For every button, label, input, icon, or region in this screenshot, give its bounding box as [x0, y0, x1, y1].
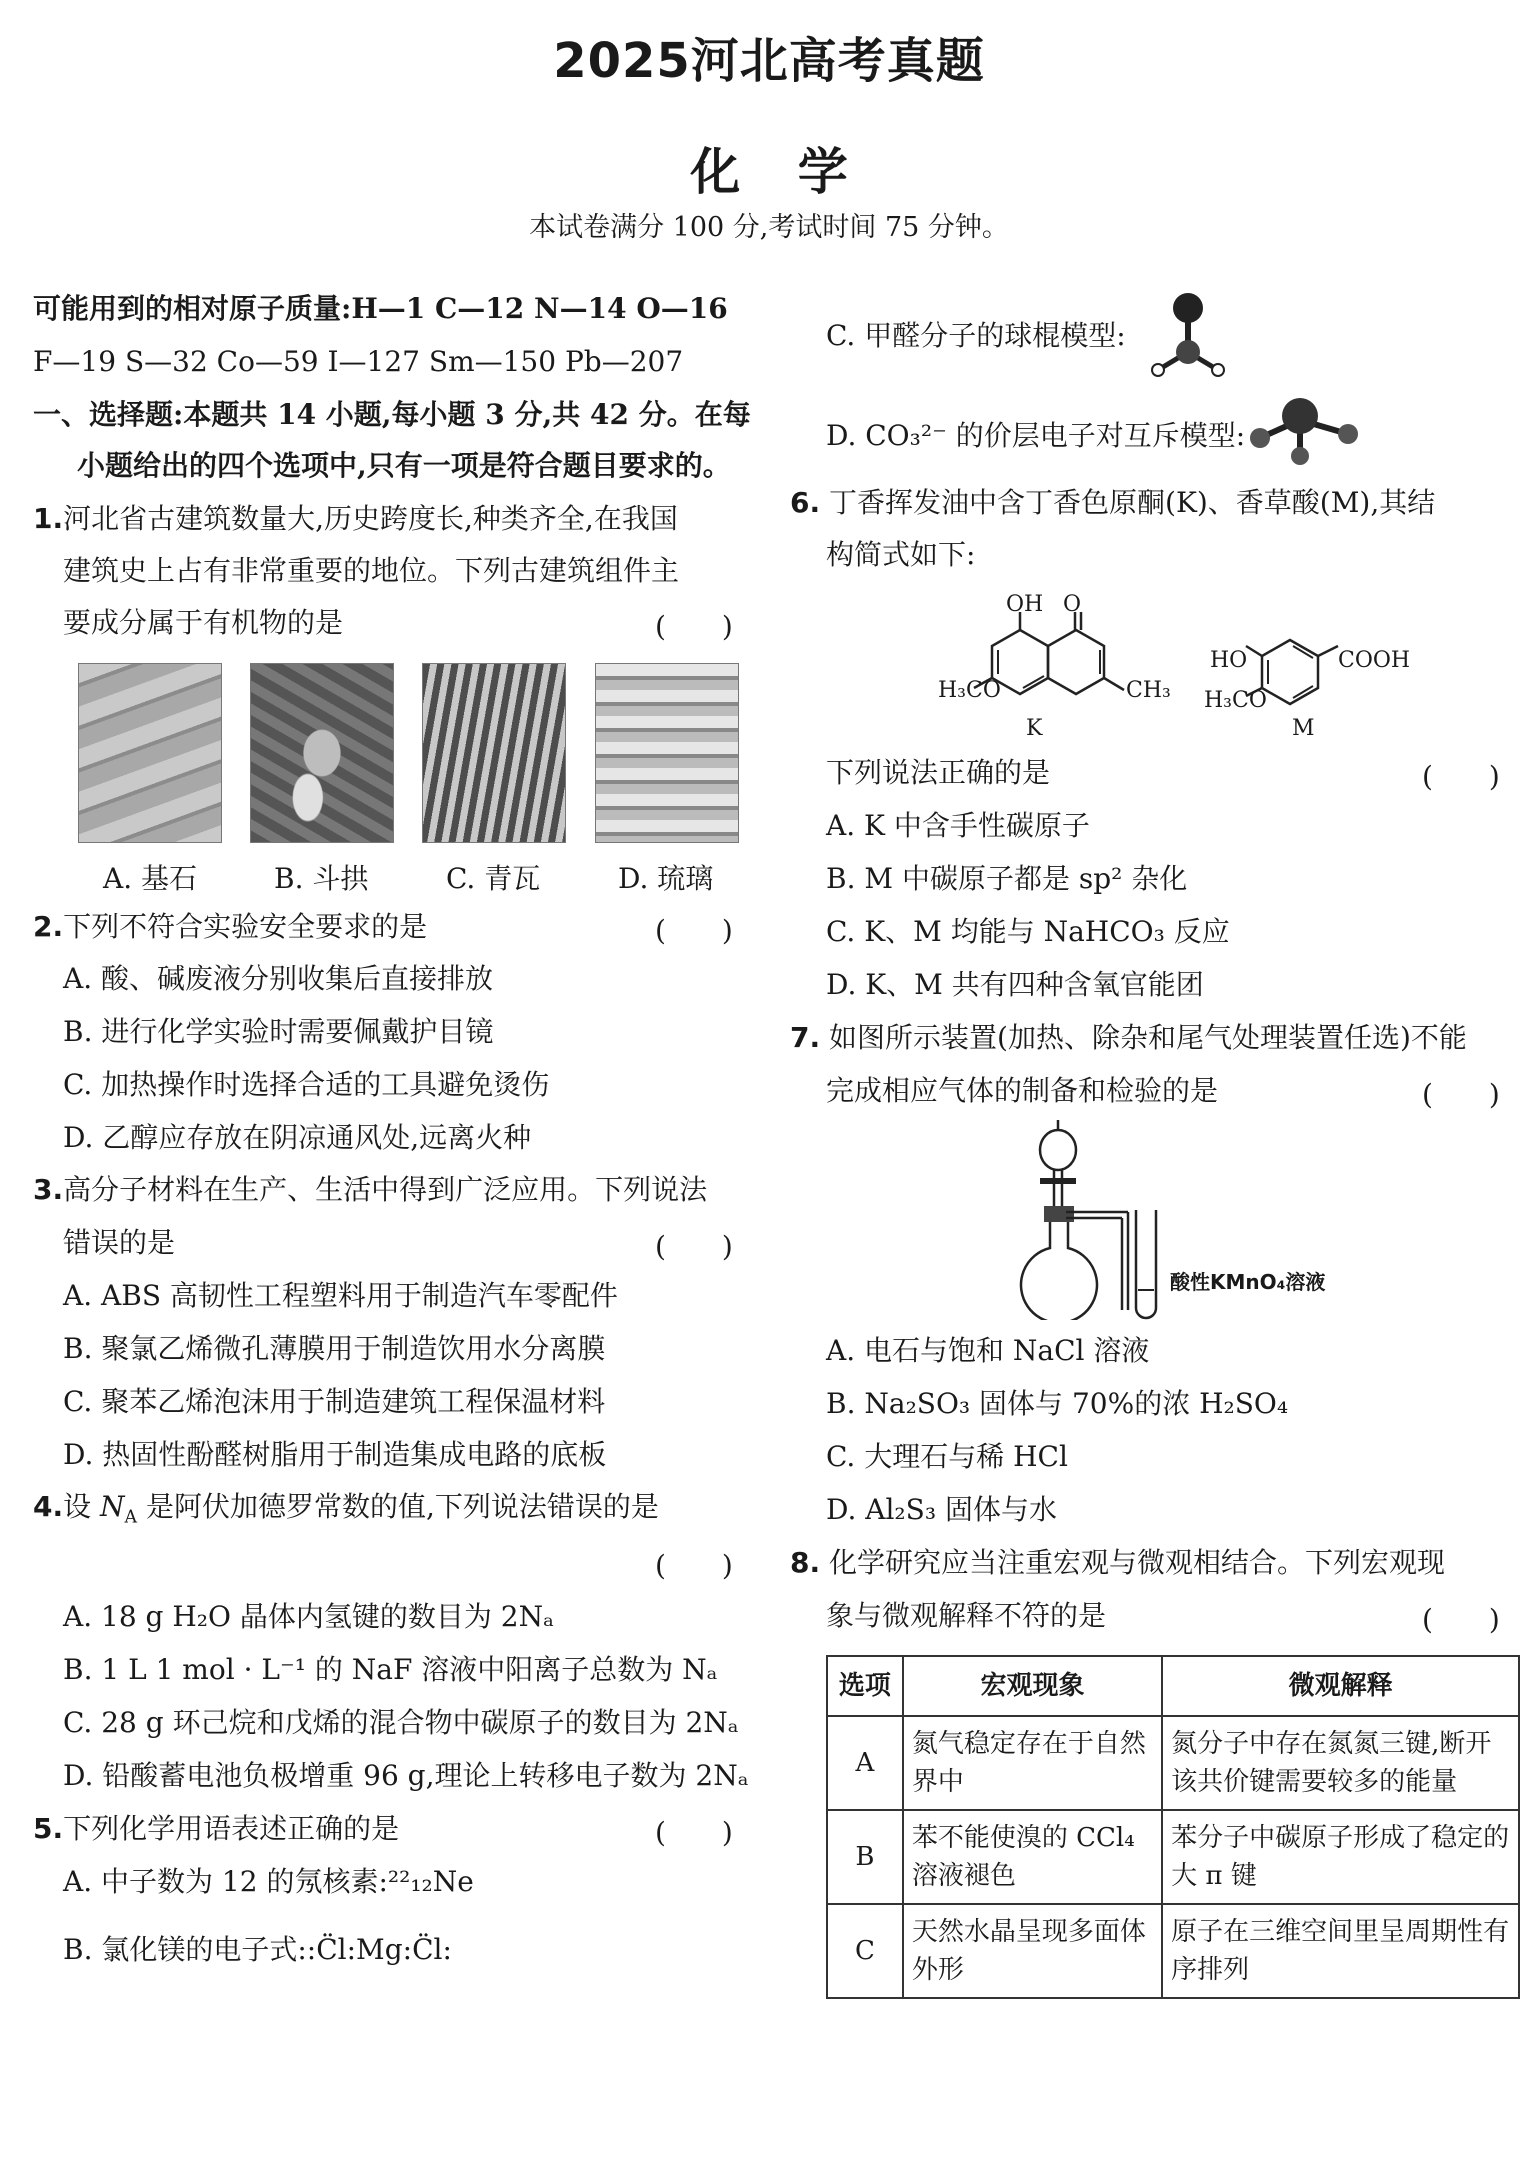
q5-number: 5.	[33, 1812, 64, 1845]
q2-text: 下列不符合实验安全要求的是	[63, 910, 428, 943]
q1-line1	[33, 501, 678, 537]
table-cell-macro: 苯不能使溴的 CCl₄ 溶液褪色	[903, 1810, 1162, 1904]
q1-answer-paren[interactable]: ( )	[655, 610, 733, 643]
k-structure-label: K	[1026, 716, 1043, 741]
q8-table	[826, 1655, 1520, 1999]
q2-answer-paren[interactable]: ( )	[655, 914, 733, 947]
q5-option-c[interactable]: C. 甲醛分子的球棍模型:	[826, 319, 1126, 352]
q2-option-a[interactable]: A. 酸、碱废液分别收集后直接排放	[63, 962, 494, 995]
table-cell-macro: 氮气稳定存在于自然界中	[903, 1716, 1162, 1810]
q3-line2: 错误的是	[63, 1226, 176, 1259]
structure-k-chromone	[930, 590, 1190, 745]
q4-answer-paren[interactable]: ( )	[655, 1549, 733, 1582]
q4-option-b[interactable]: B. 1 L 1 mol · L⁻¹ 的 NaF 溶液中阳离子总数为 Nₐ	[63, 1653, 718, 1686]
table-cell-micro: 氮分子中存在氮氮三键,断开该共价键需要较多的能量	[1162, 1716, 1519, 1810]
q3-line1	[33, 1172, 707, 1208]
q5-text: 下列化学用语表述正确的是	[63, 1812, 400, 1845]
q1-line2: 建筑史上占有非常重要的地位。下列古建筑组件主	[63, 554, 680, 587]
q5-stem	[33, 1811, 399, 1847]
q2-option-c[interactable]: C. 加热操作时选择合适的工具避免烫伤	[63, 1068, 550, 1101]
exam-note: 本试卷满分 100 分,考试时间 75 分钟。	[529, 212, 1009, 243]
q5-option-d[interactable]: D. CO₃²⁻ 的价层电子对互斥模型:	[826, 419, 1246, 452]
k-o-label: O	[1063, 592, 1082, 617]
photo-dougong-bracket	[250, 663, 394, 843]
table-cell-option[interactable]: A	[827, 1716, 903, 1810]
q8-number: 8.	[790, 1546, 821, 1579]
q2-option-d[interactable]: D. 乙醇应存放在阴凉通风处,远离火种	[63, 1121, 532, 1154]
table-header-option: 选项	[827, 1656, 903, 1716]
table-header-macro: 宏观现象	[903, 1656, 1162, 1716]
q3-option-a[interactable]: A. ABS 高韧性工程塑料用于制造汽车零配件	[63, 1279, 618, 1312]
atomic-masses-line2: F—19 S—32 Co—59 I—127 Sm—150 Pb—207	[33, 345, 684, 378]
table-cell-macro: 天然水晶呈现多面体外形	[903, 1904, 1162, 1998]
q3-option-c[interactable]: C. 聚苯乙烯泡沫用于制造建筑工程保温材料	[63, 1385, 606, 1418]
q6-text1: 丁香挥发油中含丁香色原酮(K)、香草酸(M),其结	[829, 486, 1436, 519]
q8-text1: 化学研究应当注重宏观与微观相结合。下列宏观现	[829, 1546, 1446, 1579]
q6-option-d[interactable]: D. K、M 共有四种含氧官能团	[826, 968, 1204, 1001]
photo-glazed-tiles	[595, 663, 739, 843]
q6-line2: 构简式如下:	[826, 538, 976, 571]
q1-line3: 要成分属于有机物的是	[63, 606, 344, 639]
q1-option-a[interactable]: A. 基石	[103, 862, 198, 895]
q2-number: 2.	[33, 910, 64, 943]
q3-option-d[interactable]: D. 热固性酚醛树脂用于制造集成电路的底板	[63, 1438, 607, 1471]
q1-number: 1.	[33, 502, 64, 535]
q7-number: 7.	[790, 1021, 821, 1054]
q8-answer-paren[interactable]: ( )	[1422, 1603, 1500, 1636]
q4-na: N	[100, 1490, 125, 1523]
q6-option-c[interactable]: C. K、M 均能与 NaHCO₃ 反应	[826, 915, 1230, 948]
q7-option-d[interactable]: D. Al₂S₃ 固体与水	[826, 1493, 1057, 1526]
table-cell-option[interactable]: C	[827, 1904, 903, 1998]
q6-option-a[interactable]: A. K 中含手性碳原子	[826, 809, 1090, 842]
q1-text1: 河北省古建筑数量大,历史跨度长,种类齐全,在我国	[63, 502, 678, 535]
q6-stem: 下列说法正确的是	[826, 756, 1051, 789]
q6-answer-paren[interactable]: ( )	[1422, 760, 1500, 793]
q4-number: 4.	[33, 1490, 64, 1523]
table-cell-micro: 原子在三维空间里呈周期性有序排列	[1162, 1904, 1519, 1998]
q8-line1	[790, 1545, 1445, 1581]
q3-number: 3.	[33, 1173, 64, 1206]
photo-foundation-stone	[78, 663, 222, 843]
table-cell-option[interactable]: B	[827, 1810, 903, 1904]
q5-answer-paren[interactable]: ( )	[655, 1816, 733, 1849]
q7-text1: 如图所示装置(加热、除杂和尾气处理装置任选)不能	[829, 1021, 1467, 1054]
q3-answer-paren[interactable]: ( )	[655, 1230, 733, 1263]
q4-stem	[33, 1489, 659, 1536]
q5-option-a[interactable]: A. 中子数为 12 的氖核素:²²₁₂Ne	[63, 1865, 474, 1898]
q4-option-d[interactable]: D. 铅酸蓄电池负极增重 96 g,理论上转移电子数为 2Nₐ	[63, 1759, 749, 1792]
q7-option-b[interactable]: B. Na₂SO₃ 固体与 70%的浓 H₂SO₄	[826, 1387, 1289, 1420]
m-h3co-label: H₃CO	[1204, 688, 1267, 713]
table-row	[827, 1716, 1519, 1810]
q2-stem	[33, 909, 427, 945]
q7-option-a[interactable]: A. 电石与饱和 NaCl 溶液	[826, 1334, 1150, 1367]
table-cell-micro: 苯分子中碳原子形成了稳定的大 π 键	[1162, 1810, 1519, 1904]
q4-option-c[interactable]: C. 28 g 环己烷和戊烯的混合物中碳原子的数目为 2Nₐ	[63, 1706, 739, 1739]
m-structure-label: M	[1292, 716, 1315, 741]
table-row	[827, 1810, 1519, 1904]
q2-option-b[interactable]: B. 进行化学实验时需要佩戴护目镜	[63, 1015, 494, 1048]
section-heading-line2: 小题给出的四个选项中,只有一项是符合题目要求的。	[77, 449, 731, 482]
q5-option-b[interactable]: B. 氯化镁的电子式::C̈l:Mg:C̈l:	[63, 1933, 452, 1966]
q4-stem-a: 设	[63, 1490, 92, 1523]
table-header-micro: 微观解释	[1162, 1656, 1519, 1716]
q7-answer-paren[interactable]: ( )	[1422, 1078, 1500, 1111]
formaldehyde-ball-stick-model	[1138, 282, 1238, 382]
q3-option-b[interactable]: B. 聚氯乙烯微孔薄膜用于制造饮用水分离膜	[63, 1332, 606, 1365]
q4-stem-b: 是阿伏加德罗常数的值,下列说法错误的是	[146, 1490, 659, 1523]
k-ch3-label: CH₃	[1126, 678, 1171, 703]
q7-line2: 完成相应气体的制备和检验的是	[826, 1074, 1219, 1107]
atomic-masses-line1: 可能用到的相对原子质量:H—1 C—12 N—14 O—16	[33, 292, 728, 325]
k-h3co-label: H₃CO	[938, 678, 1001, 703]
section-heading-line1: 一、选择题:本题共 14 小题,每小题 3 分,共 42 分。在每	[33, 398, 751, 431]
k-oh-label: OH	[1006, 592, 1044, 617]
q4-na-sub: A	[124, 1507, 138, 1528]
q8-line2: 象与微观解释不符的是	[826, 1599, 1107, 1632]
q3-text1: 高分子材料在生产、生活中得到广泛应用。下列说法	[63, 1173, 708, 1206]
q6-number: 6.	[790, 486, 821, 519]
m-ho-label: HO	[1210, 648, 1248, 673]
m-cooh-label: COOH	[1338, 648, 1411, 673]
q6-option-b[interactable]: B. M 中碳原子都是 sp² 杂化	[826, 862, 1188, 895]
q6-line1	[790, 485, 1435, 521]
q1-option-d[interactable]: D. 琉璃	[618, 862, 714, 895]
q1-option-c[interactable]: C. 青瓦	[446, 862, 541, 895]
q4-option-a[interactable]: A. 18 g H₂O 晶体内氢键的数目为 2Nₐ	[63, 1600, 554, 1633]
kmno4-solution-label: 酸性KMnO₄溶液	[1170, 1270, 1326, 1294]
page-title: 2025河北高考真题	[553, 33, 985, 89]
q7-line1	[790, 1020, 1467, 1056]
table-row	[827, 1904, 1519, 1998]
q7-option-c[interactable]: C. 大理石与稀 HCl	[826, 1440, 1068, 1473]
table-header-row	[827, 1656, 1519, 1716]
photo-green-tiles	[422, 663, 566, 843]
q1-option-b[interactable]: B. 斗拱	[274, 862, 369, 895]
carbonate-vsepr-model	[1238, 390, 1368, 480]
subject-title: 化 学	[690, 143, 848, 201]
